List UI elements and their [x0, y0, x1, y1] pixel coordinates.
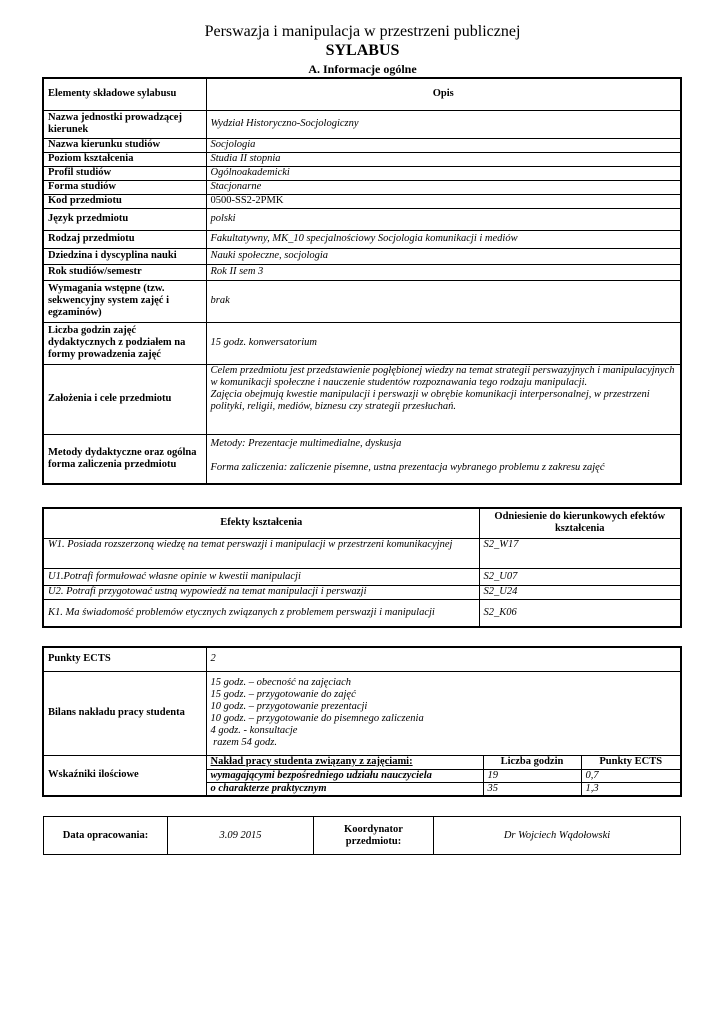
- row-label: Rodzaj przedmiotu: [43, 230, 206, 248]
- coordinator-value: Dr Wojciech Wądołowski: [434, 817, 681, 855]
- section-heading: A. Informacje ogólne: [308, 62, 417, 76]
- goals-text-2: Zajęcia obejmują kwestie manipulacji i perswazji w obrębie komunikacji interpersonalnej, w przestrzeni polityki, religii, mediów, biznesu czy strategii przesłuchań.: [210, 388, 650, 412]
- row-label: Forma studiów: [43, 180, 206, 194]
- row-value: Studia II stopnia: [206, 152, 681, 166]
- row-label: Wymagania wstępne (tzw. sekwencyjny system zajęć i egzaminów): [43, 280, 206, 322]
- methods-text: Metody: Prezentacje multimedialne, dyskusja: [210, 437, 402, 449]
- ects-points-value: 2: [206, 647, 681, 671]
- date-label: Data opracowania:: [44, 817, 168, 855]
- workload-label: Bilans nakładu pracy studenta: [43, 671, 206, 755]
- indicator-hours: 35: [483, 782, 581, 796]
- indicators-label: Wskaźniki ilościowe: [43, 755, 206, 796]
- course-title: Perswazja i manipulacja w przestrzeni publicznej: [204, 23, 521, 40]
- date-value: 3.09 2015: [168, 817, 314, 855]
- ects-points-label: Punkty ECTS: [43, 647, 206, 671]
- row-label: Dziedzina i dyscyplina nauki: [43, 248, 206, 264]
- indicator-label: o charakterze praktycznym: [206, 782, 483, 796]
- assessment-text: Forma zaliczenia: zaliczenie pisemne, ustna prezentacja wybranego problemu z zakresu zajęć: [210, 461, 605, 473]
- workload-line: 4 godz. - konsultacje: [210, 725, 298, 736]
- row-label: Metody dydaktyczne oraz ogólna forma zaliczenia przedmiotu: [43, 434, 206, 484]
- row-label: Kod przedmiotu: [43, 194, 206, 208]
- workload-line: razem 54 godz.: [210, 737, 278, 748]
- row-label: Poziom kształcenia: [43, 152, 206, 166]
- row-value: Fakultatywny, MK_10 specjalnościowy Socjologia komunikacji i mediów: [206, 230, 681, 248]
- outcome-ref: S2_U24: [479, 585, 681, 599]
- indicators-header: Nakład pracy studenta związany z zajęciami:: [206, 755, 483, 769]
- goals-text: Celem przedmiotu jest przedstawienie pogłębionej wiedzy na temat strategii perswazyjnych i manipulacyjnych w komunikacji społeczne i nauczenie studentów rozpoznawania tego rodzaju manipulacji.: [210, 364, 675, 388]
- outcome-ref: S2_U07: [479, 568, 681, 585]
- col-header-outcomes: Efekty kształcenia: [43, 508, 479, 538]
- workload-line: 15 godz. – przygotowanie do zajęć: [210, 689, 356, 700]
- row-value: 0500-SS2-2PMK: [206, 194, 681, 208]
- goals-cell: [206, 364, 681, 434]
- row-value: Socjologia: [206, 138, 681, 152]
- points-header: Punkty ECTS: [581, 755, 681, 769]
- row-value: Ogólnoakademicki: [206, 166, 681, 180]
- indicator-label: wymagającymi bezpośredniego udziału nauczyciela: [206, 769, 483, 782]
- ects-table: [42, 646, 682, 797]
- outcome-ref: S2_W17: [479, 538, 681, 568]
- indicator-hours: 19: [483, 769, 581, 782]
- general-info-table: [42, 77, 682, 485]
- row-label: Profil studiów: [43, 166, 206, 180]
- outcome-ref: S2_K06: [479, 599, 681, 627]
- workload-line: 10 godz. – przygotowanie do pisemnego zaliczenia: [210, 713, 424, 724]
- row-label: Rok studiów/semestr: [43, 264, 206, 280]
- row-value: polski: [206, 208, 681, 230]
- outcome-text: K1. Ma świadomość problemów etycznych związanych z problemem perswazji i manipulacji: [43, 599, 479, 627]
- doc-type: SYLABUS: [325, 42, 400, 59]
- hours-header: Liczba godzin: [483, 755, 581, 769]
- row-value: 15 godz. konwersatorium: [206, 322, 681, 364]
- footer-table: [43, 816, 681, 855]
- outcome-text: W1. Posiada rozszerzoną wiedzę na temat perswazji i manipulacji w przestrzeni komunikacyjnej: [43, 538, 479, 568]
- row-value: Nauki społeczne, socjologia: [206, 248, 681, 264]
- row-value: brak: [206, 280, 681, 322]
- outcome-text: U1.Potrafi formułować własne opinie w kwestii manipulacji: [43, 568, 479, 585]
- coordinator-label: Koordynator przedmiotu:: [314, 817, 434, 855]
- indicator-points: 0,7: [581, 769, 681, 782]
- workload-line: 10 godz. – przygotowanie prezentacji: [210, 701, 368, 712]
- outcomes-table: [42, 507, 682, 628]
- row-label: Nazwa kierunku studiów: [43, 138, 206, 152]
- workload-line: 15 godz. – obecność na zajęciach: [210, 677, 352, 688]
- workload-cell: [206, 671, 681, 755]
- row-value: Stacjonarne: [206, 180, 681, 194]
- col-header-elements: Elementy składowe sylabusu: [43, 78, 206, 110]
- row-value: Wydział Historyczno-Socjologiczny: [206, 110, 681, 138]
- methods-cell: [206, 434, 681, 484]
- row-label: Nazwa jednostki prowadzącej kierunek: [43, 110, 206, 138]
- row-label: Liczba godzin zajęć dydaktycznych z podziałem na formy prowadzenia zajęć: [43, 322, 206, 364]
- indicator-points: 1,3: [581, 782, 681, 796]
- row-label: Założenia i cele przedmiotu: [43, 364, 206, 434]
- outcome-text: U2. Potrafi przygotować ustną wypowiedź na temat manipulacji i perswazji: [43, 585, 479, 599]
- row-label: Język przedmiotu: [43, 208, 206, 230]
- col-header-reference: Odniesienie do kierunkowych efektów kształcenia: [479, 508, 681, 538]
- row-value: Rok II sem 3: [206, 264, 681, 280]
- col-header-description: Opis: [206, 78, 681, 110]
